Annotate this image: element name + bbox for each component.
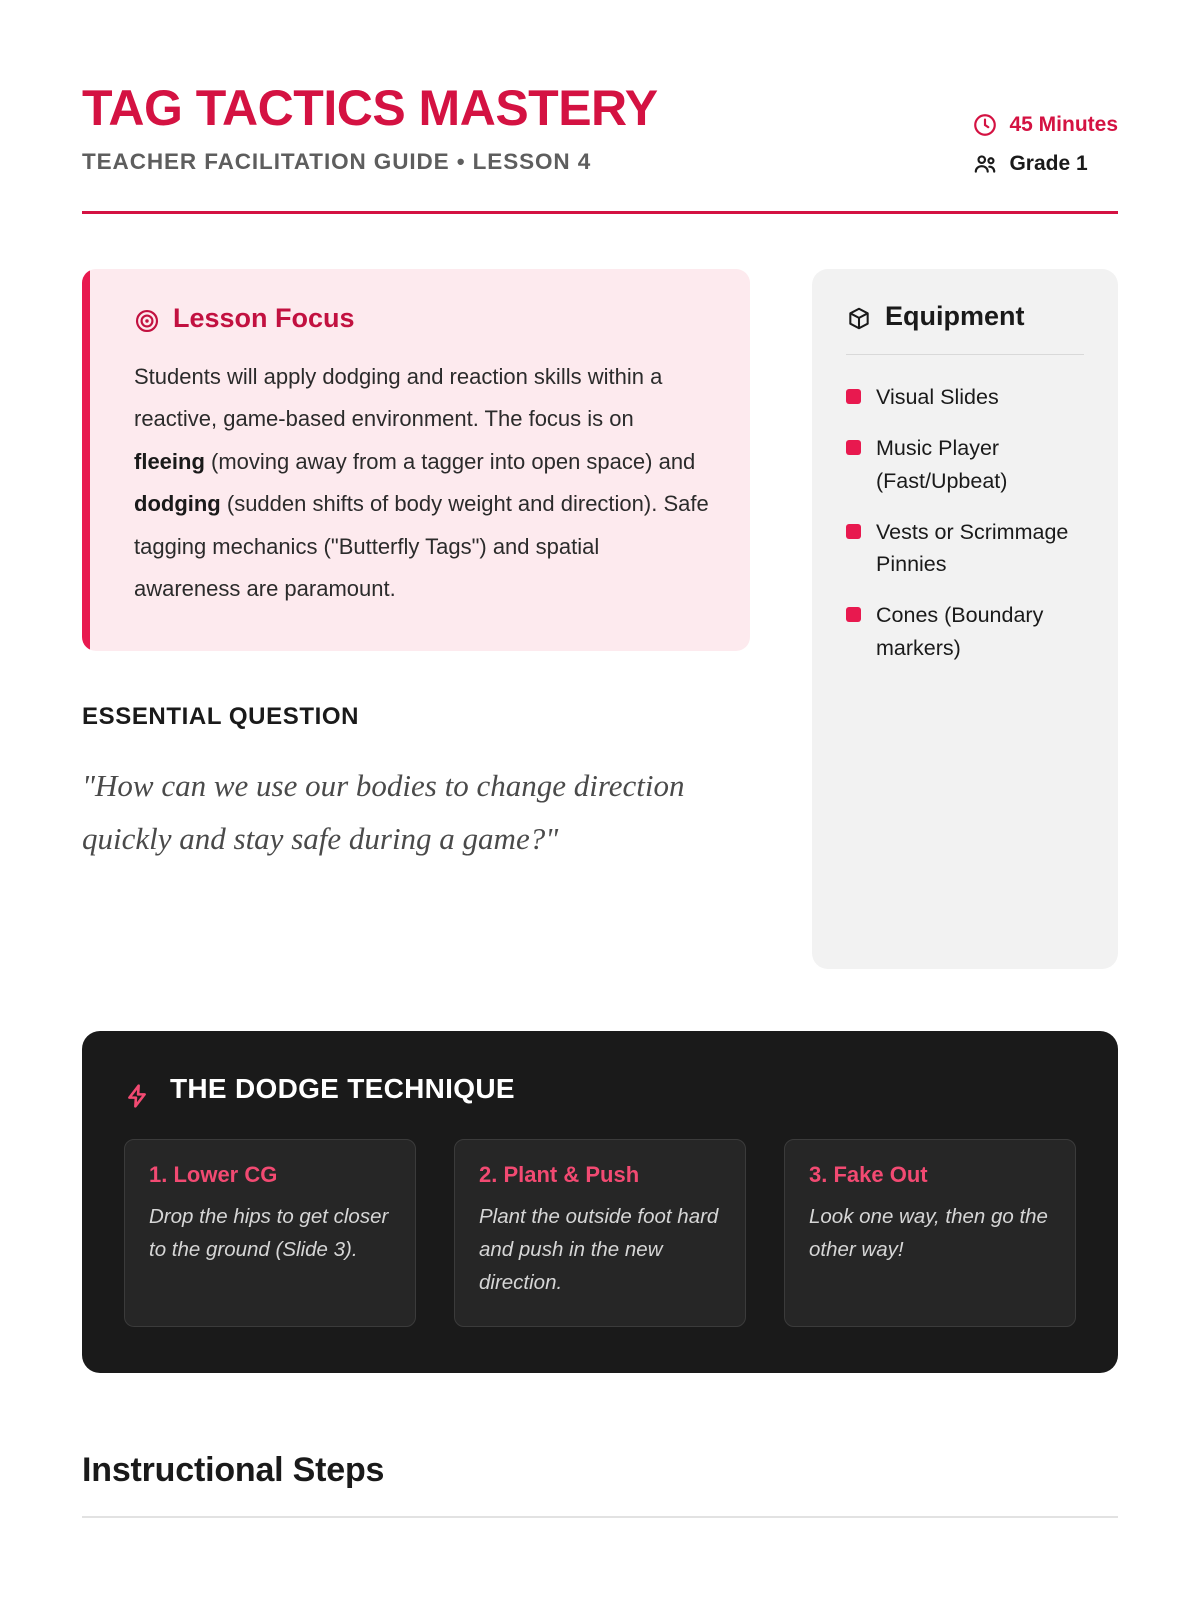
bullet-square-icon (846, 524, 861, 539)
lesson-focus-body (134, 356, 710, 611)
instructional-steps-divider (82, 1516, 1118, 1518)
main-content (82, 269, 1118, 969)
technique-card-title: 2. Plant & Push (479, 1162, 640, 1187)
list-item (846, 381, 1084, 413)
left-column (82, 269, 750, 969)
page-title: TAG TACTICS MASTERY (82, 80, 658, 136)
focus-text-3: (sudden shifts of body weight and direction). Safe tagging mechanics ("Butterfly Tags") and spatial awareness are paramount. (134, 491, 709, 602)
list-item (846, 516, 1084, 581)
equipment-list (846, 381, 1084, 664)
equipment-item-label: Music Player (Fast/Upbeat) (876, 436, 1008, 493)
technique-card (454, 1139, 746, 1327)
dodge-technique-heading: THE DODGE TECHNIQUE (170, 1073, 515, 1104)
dodge-technique-cards (124, 1139, 1076, 1327)
dodge-technique-panel (82, 1031, 1118, 1373)
focus-text-2: (moving away from a tagger into open space) and (204, 448, 696, 474)
grade-meta (972, 151, 1087, 177)
technique-card-title: 1. Lower CG (149, 1162, 278, 1187)
essential-question-label: ESSENTIAL QUESTION (82, 702, 360, 730)
technique-card (784, 1139, 1076, 1327)
document-header (82, 78, 1118, 177)
list-item (846, 599, 1084, 664)
focus-bold-fleeing: fleeing (134, 448, 205, 474)
title-block (82, 78, 658, 175)
equipment-item-label: Visual Slides (876, 385, 999, 409)
dodge-technique-header (124, 1073, 1076, 1105)
bullet-square-icon (846, 440, 861, 455)
bullet-square-icon (846, 389, 861, 404)
bullet-square-icon (846, 607, 861, 622)
essential-question-text: "How can we use our bodies to change direction quickly and stay safe during a game?" (82, 767, 685, 857)
target-icon (134, 306, 160, 332)
focus-text-1: Students will apply dodging and reaction skills within a reactive, game-based environment. The focus is on (134, 364, 663, 432)
page-subtitle: TEACHER FACILITATION GUIDE • LESSON 4 (82, 148, 592, 174)
lesson-focus-card (82, 269, 750, 651)
instructional-steps-title: Instructional Steps (82, 1450, 385, 1489)
header-meta (972, 78, 1118, 177)
duration-meta (972, 112, 1118, 138)
equipment-heading: Equipment (885, 301, 1025, 331)
technique-card-body: Drop the hips to get closer to the ground (Slide 3). (149, 1205, 389, 1262)
equipment-header (846, 301, 1084, 355)
equipment-item-label: Cones (Boundary markers) (876, 603, 1044, 660)
duration-label: 45 Minutes (1009, 113, 1118, 136)
header-divider (82, 211, 1118, 214)
clock-icon (972, 112, 998, 138)
equipment-card (812, 269, 1118, 969)
technique-card-body: Look one way, then go the other way! (809, 1205, 1048, 1262)
equipment-item-label: Vests or Scrimmage Pinnies (876, 519, 1069, 576)
lesson-focus-heading: Lesson Focus (173, 303, 355, 333)
technique-card-body: Plant the outside foot hard and push in the new direction. (479, 1205, 719, 1295)
grade-label: Grade 1 (1009, 152, 1088, 175)
box-icon (846, 304, 872, 330)
focus-bold-dodging: dodging (134, 491, 221, 517)
lesson-focus-header (134, 303, 710, 334)
users-icon (972, 151, 998, 177)
bolt-icon (124, 1076, 150, 1102)
list-item (846, 432, 1084, 497)
technique-card-title: 3. Fake Out (809, 1162, 928, 1187)
technique-card (124, 1139, 416, 1327)
